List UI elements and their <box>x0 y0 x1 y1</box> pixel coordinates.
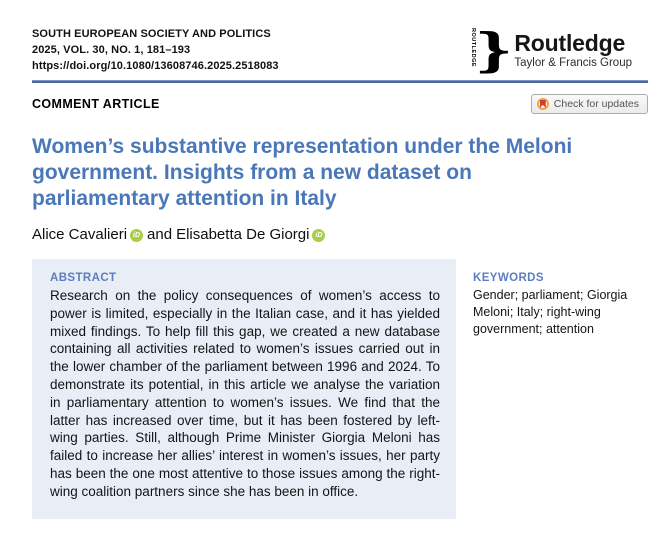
header-divider <box>32 80 648 83</box>
abstract-box <box>32 259 456 519</box>
check-for-updates-label: Check for updates <box>553 98 639 110</box>
publisher-logo <box>469 23 632 77</box>
article-title-line-2: government. Insights from a new dataset on <box>32 161 472 184</box>
keywords-heading: KEYWORDS <box>473 272 544 284</box>
keywords-line-1: Gender; parliament; Giorgia <box>473 288 628 302</box>
doi-link[interactable]: https://doi.org/10.1080/13608746.2025.2518083 <box>32 60 279 72</box>
routledge-brace-icon: } <box>474 23 513 77</box>
article-title <box>32 134 648 212</box>
author-name-2: Elisabetta De Giorgi <box>176 226 310 243</box>
keywords-line-3: government; attention <box>473 322 594 336</box>
author-byline <box>32 226 648 243</box>
journal-volume-issue: 2025, VOL. 30, NO. 1, 181–193 <box>32 44 191 56</box>
abstract-heading: ABSTRACT <box>50 272 117 284</box>
publisher-tagline: Taylor & Francis Group <box>514 57 632 69</box>
article-type-row <box>32 94 648 114</box>
orcid-icon[interactable]: iD <box>130 229 143 242</box>
author-connector: and <box>147 226 173 243</box>
page-header <box>32 23 648 77</box>
bookmark-icon <box>540 100 546 108</box>
journal-name: SOUTH EUROPEAN SOCIETY AND POLITICS <box>32 28 271 40</box>
article-type-label: COMMENT ARTICLE <box>32 97 160 111</box>
article-title-line-3: parliamentary attention in Italy <box>32 187 337 210</box>
article-title-line-1: Women’s substantive representation under the Meloni <box>32 135 573 158</box>
crossmark-icon <box>537 98 549 110</box>
abstract-keywords-row <box>32 259 648 519</box>
routledge-vertical-label: ROUTLEDGE <box>469 28 476 68</box>
journal-info <box>32 26 279 74</box>
keywords-text <box>473 287 636 338</box>
abstract-text: Research on the policy consequences of women’s access to power is limited, especially in the Italian case, and it has yielded mixed findings. To help fill this gap, we created a new database containing all activities related to women’s issues carried out in the lower chamber of the parliament between 1996 and 2024. To demonstrate its potential, in this article we analyse the variation in parliamentary attention to women’s issues. We find that the latter has increased over time, but it has been fostered by left-wing parties. Still, although Prime Minister Giorgia Meloni has failed to increase her allies’ interest in women’s issues, her party has been the one most attentive to those issues among the right-wing coalition partners since she has been in office. <box>50 288 440 499</box>
keywords-line-2: Meloni; Italy; right-wing <box>473 305 601 319</box>
publisher-name: Routledge <box>514 30 626 56</box>
publisher-names <box>514 31 632 69</box>
author-name-1: Alice Cavalieri <box>32 226 128 243</box>
orcid-icon[interactable]: iD <box>312 229 325 242</box>
check-for-updates-button[interactable] <box>531 94 648 114</box>
keywords-column <box>473 259 636 519</box>
